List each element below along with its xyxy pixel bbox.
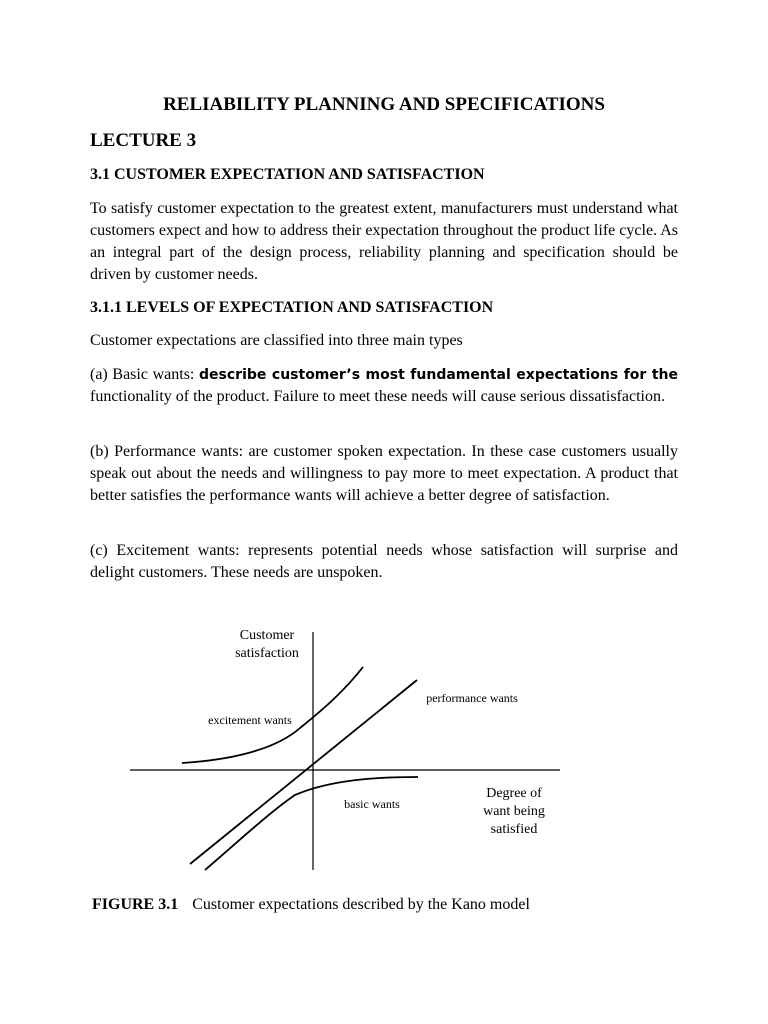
section-3-1-paragraph: To satisfy customer expectation to the greatest extent, manufacturers must understand what customers expect and how to address their expectation throughout the product life cycle. As an integral part of the design process, reliability planning and specification should be driven by customer needs. [90, 200, 678, 283]
y-axis-label-line2: satisfaction [235, 646, 299, 661]
performance-line [190, 680, 417, 864]
basic-wants-rest: functionality of the product. Failure to meet these needs will cause serious dissatisfaction. [90, 388, 665, 405]
figure-caption [92, 896, 530, 914]
excitement-wants-label: excitement wants [208, 713, 292, 727]
basic-curve [205, 777, 418, 870]
section-heading-3-1: 3.1 CUSTOMER EXPECTATION AND SATISFACTION [90, 166, 485, 183]
basic-wants-definition: describe customer’s most fundamental expectations for the [199, 367, 678, 383]
basic-wants-label: basic wants [344, 797, 400, 811]
document-title: RELIABILITY PLANNING AND SPECIFICATIONS [163, 94, 605, 115]
x-axis-label-line2: want being [483, 804, 545, 819]
basic-wants-paragraph [90, 364, 678, 408]
section-heading-3-1-1: 3.1.1 LEVELS OF EXPECTATION AND SATISFACTION [90, 299, 494, 316]
x-axis-label-line1: Degree of [486, 786, 542, 801]
performance-wants-paragraph: (b) Performance wants: are customer spoken expectation. In these case customers usually speak out about the needs and willingness to pay more to meet expectation. A product that better satisfies the performance wants will achieve a better degree of satisfaction. [90, 443, 678, 504]
performance-wants-label: performance wants [426, 691, 518, 705]
kano-model-figure [0, 600, 768, 930]
x-axis-label-line3: satisfied [490, 822, 538, 837]
lecture-heading: LECTURE 3 [90, 130, 197, 151]
expectations-intro: Customer expectations are classified into three main types [90, 332, 463, 349]
figure-caption-text: Customer expectations described by the Kano model [192, 896, 530, 913]
figure-number: FIGURE 3.1 [92, 896, 179, 913]
basic-wants-lead: (a) Basic wants: [90, 366, 200, 383]
y-axis-label-line1: Customer [239, 628, 295, 643]
excitement-wants-paragraph: (c) Excitement wants: represents potential needs whose satisfaction will surprise and delight customers. These needs are unspoken. [90, 542, 678, 581]
